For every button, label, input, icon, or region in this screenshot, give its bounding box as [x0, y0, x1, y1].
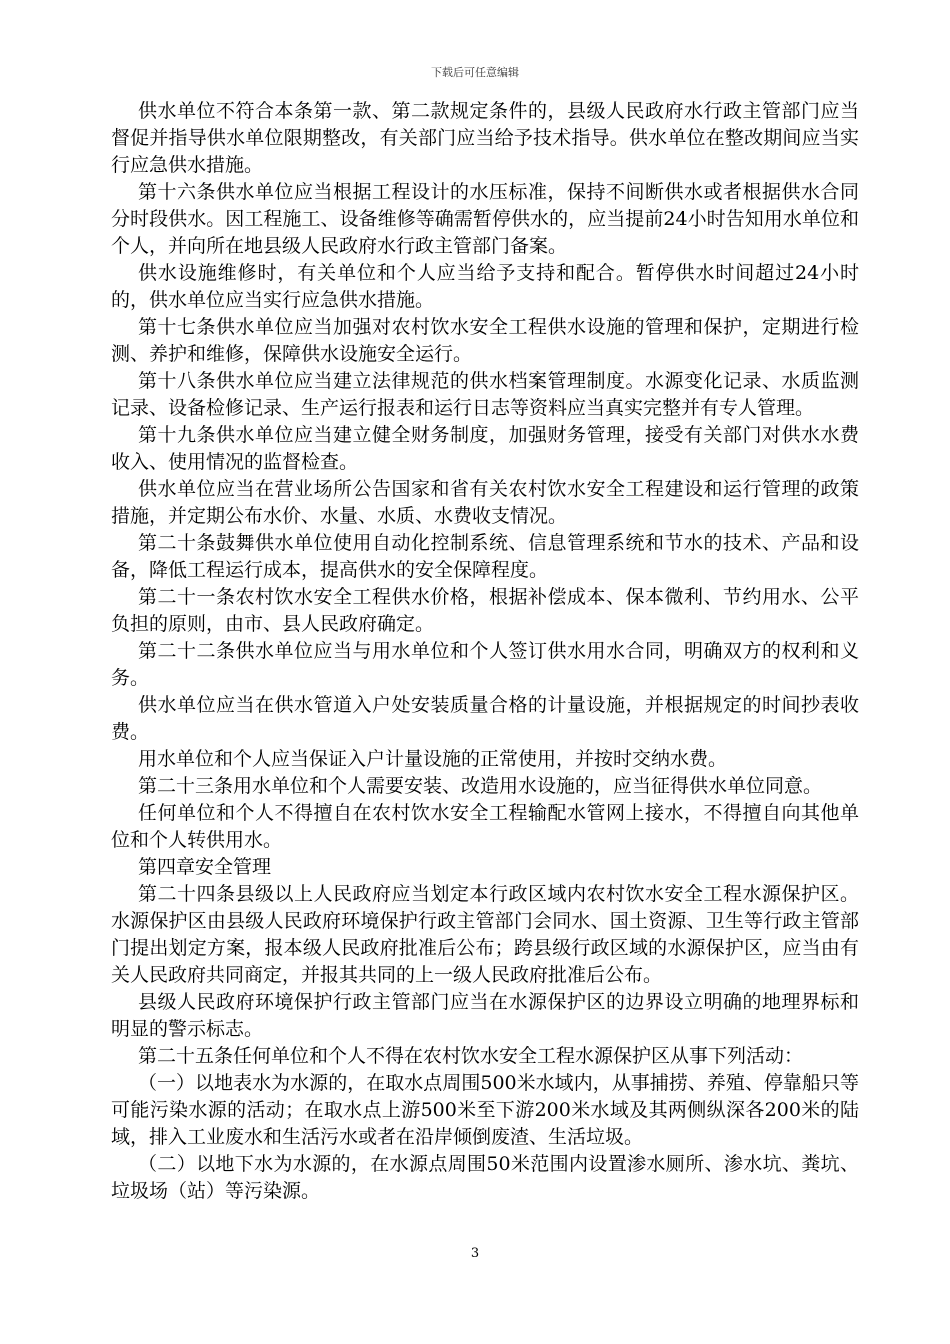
page-header: 下载后可任意编辑	[431, 66, 519, 79]
paragraph: 供水单位应当在营业场所公告国家和省有关农村饮水安全工程建设和运行管理的政策措施，并定期公布水价、水量、水质、水费收支情况。	[111, 478, 859, 527]
paragraph: 用水单位和个人应当保证入户计量设施的正常使用，并按时交纳水费。	[138, 748, 728, 770]
list-item: （一）以地表水为水源的，在取水点周围500米水域内，从事捕捞、养殖、停靠船只等可能污染水源的活动；在取水点上游500米至下游200米水域及其两侧纵深各200米的陆域，排入工业废水和生活污水或者在沿岸倾倒废渣、生活垃圾。	[111, 1072, 859, 1148]
paragraph: 供水单位不符合本条第一款、第二款规定条件的，县级人民政府水行政主管部门应当督促并指导供水单位限期整改，有关部门应当给予技术指导。供水单位在整改期间应当实行应急供水措施。	[111, 100, 859, 176]
paragraph: 第二十五条任何单位和个人不得在农村饮水安全工程水源保护区从事下列活动：	[138, 1045, 804, 1067]
paragraph: 第十六条供水单位应当根据工程设计的水压标准，保持不间断供水或者根据供水合同分时段供水。因工程施工、设备维修等确需暂停供水的，应当提前24小时告知用水单位和个人，并向所在地县级人民政府水行政主管部门备案。	[111, 181, 859, 257]
paragraph: 县级人民政府环境保护行政主管部门应当在水源保护区的边界设立明确的地理界标和明显的警示标志。	[111, 991, 859, 1040]
document-body	[111, 98, 859, 1205]
chapter-heading: 第四章安全管理	[138, 856, 272, 878]
paragraph: 供水设施维修时，有关单位和个人应当给予支持和配合。暂停供水时间超过24小时的，供水单位应当实行应急供水措施。	[111, 262, 859, 311]
paragraph: 任何单位和个人不得擅自在农村饮水安全工程输配水管网上接水，不得擅自向其他单位和个人转供用水。	[111, 802, 859, 851]
paragraph: 第二十二条供水单位应当与用水单位和个人签订供水用水合同，明确双方的权利和义务。	[111, 640, 859, 689]
paragraph: 第十九条供水单位应当建立健全财务制度，加强财务管理，接受有关部门对供水水费收入、使用情况的监督检查。	[111, 424, 859, 473]
list-item: （二）以地下水为水源的，在水源点周围50米范围内设置渗水厕所、渗水坑、粪坑、垃圾场（站）等污染源。	[111, 1153, 859, 1202]
paragraph: 第十八条供水单位应当建立法律规范的供水档案管理制度。水源变化记录、水质监测记录、设备检修记录、生产运行报表和运行日志等资料应当真实完整并有专人管理。	[111, 370, 859, 419]
paragraph: 第二十三条用水单位和个人需要安装、改造用水设施的，应当征得供水单位同意。	[138, 775, 823, 797]
paragraph: 第二十四条县级以上人民政府应当划定本行政区域内农村饮水安全工程水源保护区。水源保护区由县级人民政府环境保护行政主管部门会同水、国土资源、卫生等行政主管部门提出划定方案，报本级人民政府批准后公布；跨县级行政区域的水源保护区，应当由有关人民政府共同商定，并报其共同的上一级人民政府批准后公布。	[111, 883, 859, 986]
paragraph: 供水单位应当在供水管道入户处安装质量合格的计量设施，并根据规定的时间抄表收费。	[111, 694, 859, 743]
page-number: 3	[470, 1246, 480, 1261]
paragraph: 第二十一条农村饮水安全工程供水价格，根据补偿成本、保本微利、节约用水、公平负担的原则，由市、县人民政府确定。	[111, 586, 859, 635]
paragraph: 第十七条供水单位应当加强对农村饮水安全工程供水设施的管理和保护，定期进行检测、养护和维修，保障供水设施安全运行。	[111, 316, 859, 365]
paragraph: 第二十条鼓舞供水单位使用自动化控制系统、信息管理系统和节水的技术、产品和设备，降低工程运行成本，提高供水的安全保障程度。	[111, 532, 859, 581]
